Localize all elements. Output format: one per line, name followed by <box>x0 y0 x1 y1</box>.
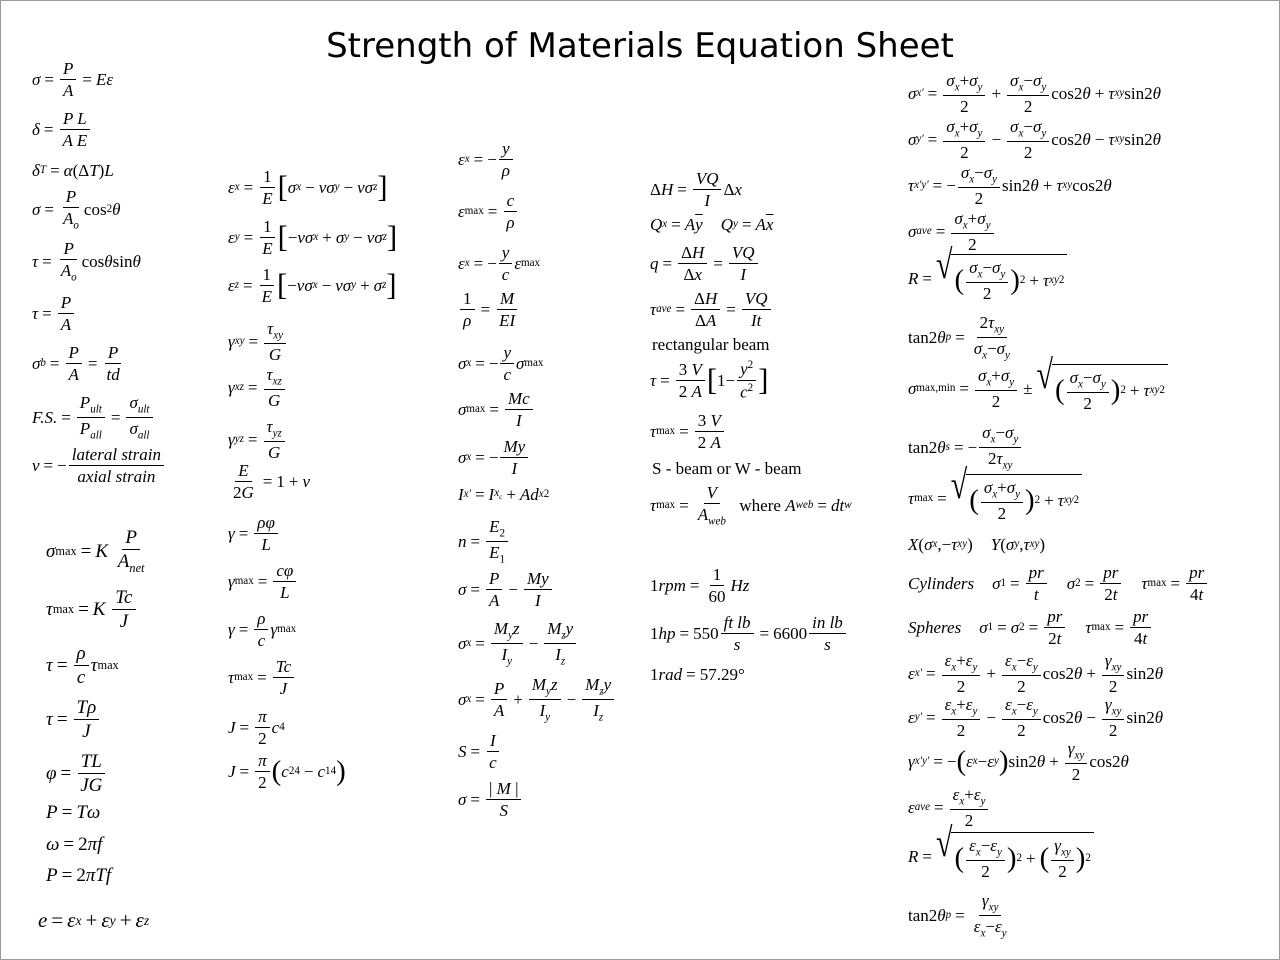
eq-rect-beam-max-shear: τ max = $\frac{3 V}{2 A}$ <box>650 412 726 451</box>
eq-shear-strain-xz: γ xz = $\frac{\tau_{xz}}{G}$ <box>228 366 287 409</box>
eq-hooke-z: ε z = $\frac{1}{E}$ [ − νσ x − νσ y + σ z ] <box>228 265 397 306</box>
eq-power-frequency: P = 2 πTf <box>46 865 112 886</box>
eq-max-bending-strain: ε max = $\frac{c}{\rho}$ <box>458 192 520 231</box>
eq-poisson-ratio: ν = − $\frac{\text{lateral strain}}{\text{axial strain}}$ <box>32 446 166 485</box>
eq-hooke-x: ε x = $\frac{1}{E}$ [ σ x − νσ y − νσ z ] <box>228 167 388 208</box>
eq-curvature: $\frac{1}{\rho}$ = $\frac{M}{EI}$ <box>458 290 520 329</box>
eq-principal-stresses: σ max,min = $\frac{\sigma_x+\sigma_y}{2}$ ± √ ( $\frac{\sigma_x-\sigma_y}{2}$ ) 2 + τ xy 2 <box>908 364 1168 412</box>
eq-polar-moment-solid: J = $\frac{\pi}{2}$ c 4 <box>228 707 285 748</box>
label-rectangular-beam: rectangular beam <box>652 335 770 354</box>
eq-cylinders: Cylinders σ 1 = $\frac{pr}{t}$ σ 2 = $\frac{pr}{2t}$ τ max = $\frac{pr}{4t}$ <box>908 564 1209 603</box>
eq-principal-angle: tan2 θ p = $\frac{2\tau_{xy}}{\sigma_x-\sigma_y}$ <box>908 313 1010 362</box>
eq-shear-strain-xy: γ xy = $\frac{\tau_{xy}}{G}$ <box>228 320 288 363</box>
eq-angle-of-twist: φ = $\frac{TL}{JG}$ <box>46 752 107 795</box>
eq-spheres: Spheres σ 1 = σ 2 = $\frac{pr}{2t}$ τ max = $\frac{pr}{4t}$ <box>908 608 1153 647</box>
eq-power: P = Tω <box>46 802 101 823</box>
eq-bending-strain: ε x = − $\frac{y}{\rho}$ <box>458 140 515 179</box>
sheet-title: Strength of Materials Equation Sheet <box>326 26 954 66</box>
eq-oblique-normal: σ = $\frac{P}{A_o}$ cos 2 θ <box>32 187 121 232</box>
eq-modulus-relation: $\frac{E}{2G}$ = 1 + ν <box>233 461 311 502</box>
eq-bearing-stress: σ b = $\frac{P}{A}$ = $\frac{P}{td}$ <box>32 343 120 384</box>
eq-strain-transform-x: ε x' = $\frac{\varepsilon_x+\varepsilon_y}{2}$ + $\frac{\varepsilon_x-\varepsilon_y}{2}$ cos2 θ + $\frac{\gamma_{xy}}{2}$ sin2 θ <box>908 651 1164 697</box>
eq-thermal-deformation: δ T = α (Δ T ) L <box>32 161 114 180</box>
eq-parallel-axis: I x' = I $x_c$ + Ad x 2 <box>458 485 550 504</box>
eq-transform-sigma-y: σ y' = $\frac{\sigma_x+\sigma_y}{2}$ − $\frac{\sigma_x-\sigma_y}{2}$ cos2 θ − τ xy sin2 θ <box>908 117 1161 163</box>
eq-hooke-y: ε y = $\frac{1}{E}$ [ − νσ x + σ y − νσ z ] <box>228 217 398 258</box>
eq-web-shear: τ max = $\frac{V}{A_{web}}$ where A web = dt w <box>650 483 852 528</box>
eq-combined-axial-bending: σ = $\frac{P}{A}$ − $\frac{My}{I}$ <box>458 570 554 609</box>
eq-shear-flow: q = $\frac{\Delta H}{\Delta x}$ = $\frac{VQ}{I}$ <box>650 244 760 283</box>
eq-section-modulus: S = $\frac{I}{c}$ <box>458 732 502 771</box>
eq-normal-stress: σ = $\frac{P}{A}$ = E ε <box>32 59 114 100</box>
eq-shear-distribution: τ = $\frac{\rho}{c}$ τ max <box>46 643 119 688</box>
eq-sigma-ave: σ ave = $\frac{\sigma_x+\sigma_y}{2}$ <box>908 210 996 253</box>
eq-shear-stress: τ = $\frac{P}{A}$ <box>32 294 76 333</box>
eq-mohr-radius: R = √ ( $\frac{\sigma_x-\sigma_y}{2}$ ) 2 + τ xy 2 <box>908 254 1067 302</box>
eq-polar-moment-hollow: J = $\frac{\pi}{2}$ ( c 2 4 − c 1 4 ) <box>228 751 346 792</box>
eq-max-shear-strain: γ max = $\frac{c\varphi}{L}$ <box>228 562 298 601</box>
eq-angular-velocity: ω = 2 πf <box>46 834 103 855</box>
eq-torsion-concentration: τ max = K $\frac{Tc}{J}$ <box>46 588 138 631</box>
eq-shear-flow-dh: Δ H = $\frac{VQ}{I}$ Δ x <box>650 169 742 210</box>
eq-shear-strain-ratio: γ = $\frac{\rho}{c}$ γ max <box>228 609 297 650</box>
eq-hp-conversion: 1 hp = 550 $\frac{\text{ft lb}}{s}$ = 6600 $\frac{\text{in lb}}{s}$ <box>650 614 848 653</box>
eq-strain-transform-y: ε y' = $\frac{\varepsilon_x+\varepsilon_y}{2}$ − $\frac{\varepsilon_x-\varepsilon_y}{2}$ cos2 θ − $\frac{\gamma_{xy}}{2}$ sin2 θ <box>908 695 1164 741</box>
eq-modular-ratio: n = $\frac{E_2}{E_1}$ <box>458 518 510 566</box>
label-where: where <box>739 496 781 516</box>
eq-shear-strain-transform: γ x'y' = − ( ε x − ε y ) sin2 θ + $\frac{\gamma_{xy}}{2}$ cos2 θ <box>908 739 1129 785</box>
eq-transform-sigma-x: σ x' = $\frac{\sigma_x+\sigma_y}{2}$ + $\frac{\sigma_x-\sigma_y}{2}$ cos2 θ + τ xy sin2 θ <box>908 71 1161 117</box>
eq-dilatation: e = ε x + ε y + ε z <box>38 908 150 932</box>
eq-max-inplane-shear: τ max = √ ( $\frac{\sigma_x+\sigma_y}{2}$ ) 2 + τ xy 2 <box>908 474 1082 522</box>
eq-max-shear-angle: tan2 θ s = − $\frac{\sigma_x-\sigma_y}{2\tau_{xy}}$ <box>908 424 1023 472</box>
eq-strain-principal-angle: tan2 θ p = $\frac{\gamma_{xy}}{\varepsilon_x-\varepsilon_y}$ <box>908 891 1007 940</box>
eq-stress-section-modulus: σ = $\frac{| M |}{S}$ <box>458 780 523 819</box>
eq-rad-conversion: 1 rad = 57.29° <box>650 665 745 684</box>
eq-shear-strain-torsion: γ = $\frac{\rho\varphi}{L}$ <box>228 514 280 553</box>
eq-average-shear: τ ave = $\frac{\Delta H}{\Delta A}$ = $\frac{VQ}{It}$ <box>650 290 773 329</box>
label-s-beam: S - beam or W - beam <box>652 459 802 478</box>
eq-flexure-max: σ max = $\frac{Mc}{I}$ <box>458 390 535 429</box>
eq-flexure-formula: σ x = − $\frac{My}{I}$ <box>458 438 530 477</box>
eq-factor-of-safety: F.S. = $\frac{P_{ult}}{P_{all}}$ = $\frac{\sigma_{ult}}{\sigma_{all}}$ <box>32 394 155 442</box>
eq-transform-tau: τ x'y' = − $\frac{\sigma_x-\sigma_y}{2}$ sin2 θ + τ xy cos2 θ <box>908 163 1112 209</box>
eq-rect-beam-shear: τ = $\frac{3 V}{2 A}$ [ 1− $\frac{y^2}{c^2}$ ] <box>650 359 769 402</box>
eq-bending-stress-dist: σ x = − $\frac{y}{c}$ σ max <box>458 343 544 384</box>
eq-max-shear-torsion: τ max = $\frac{Tc}{J}$ <box>228 658 296 697</box>
eq-oblique-shear: τ = $\frac{P}{A_o}$ cos θ sin θ <box>32 239 141 284</box>
eq-deformation: δ = $\frac{\text{P L}}{\text{A E}}$ <box>32 110 92 149</box>
eq-strain-distribution: ε x = − $\frac{y}{c}$ ε max <box>458 243 541 284</box>
eq-first-moment: Q x = A $\overline{y}$ Q y = A $\overline{x}$ <box>650 215 774 234</box>
eq-general-combined: σ x = $\frac{P}{A}$ + $\frac{M_yz}{I_y}$ − $\frac{M_zy}{I_z}$ <box>458 676 616 724</box>
eq-stress-concentration: σ max = K $\frac{P}{A_{net}}$ <box>46 527 145 575</box>
eq-mohr-points: X ( σ x ,− τ xy ) Y ( σ y , τ xy ) <box>908 535 1046 554</box>
eq-unsymmetric-bending: σ x = $\frac{M_yz}{I_y}$ − $\frac{M_zy}{I_z}$ <box>458 620 578 668</box>
eq-torsion-formula: τ = $\frac{T\rho}{J}$ <box>46 698 101 741</box>
eq-rpm-conversion: 1 rpm = $\frac{1}{60}$ Hz <box>650 565 750 606</box>
eq-strain-mohr-radius: R = √ ( $\frac{\varepsilon_x-\varepsilon_y}{2}$ ) 2 + ( $\frac{\gamma_{xy}}{2}$ ) 2 <box>908 832 1094 880</box>
eq-strain-ave: ε ave = $\frac{\varepsilon_x+\varepsilon_y}{2}$ <box>908 786 990 829</box>
eq-shear-strain-yz: γ yz = $\frac{\tau_{yz}}{G}$ <box>228 418 287 461</box>
